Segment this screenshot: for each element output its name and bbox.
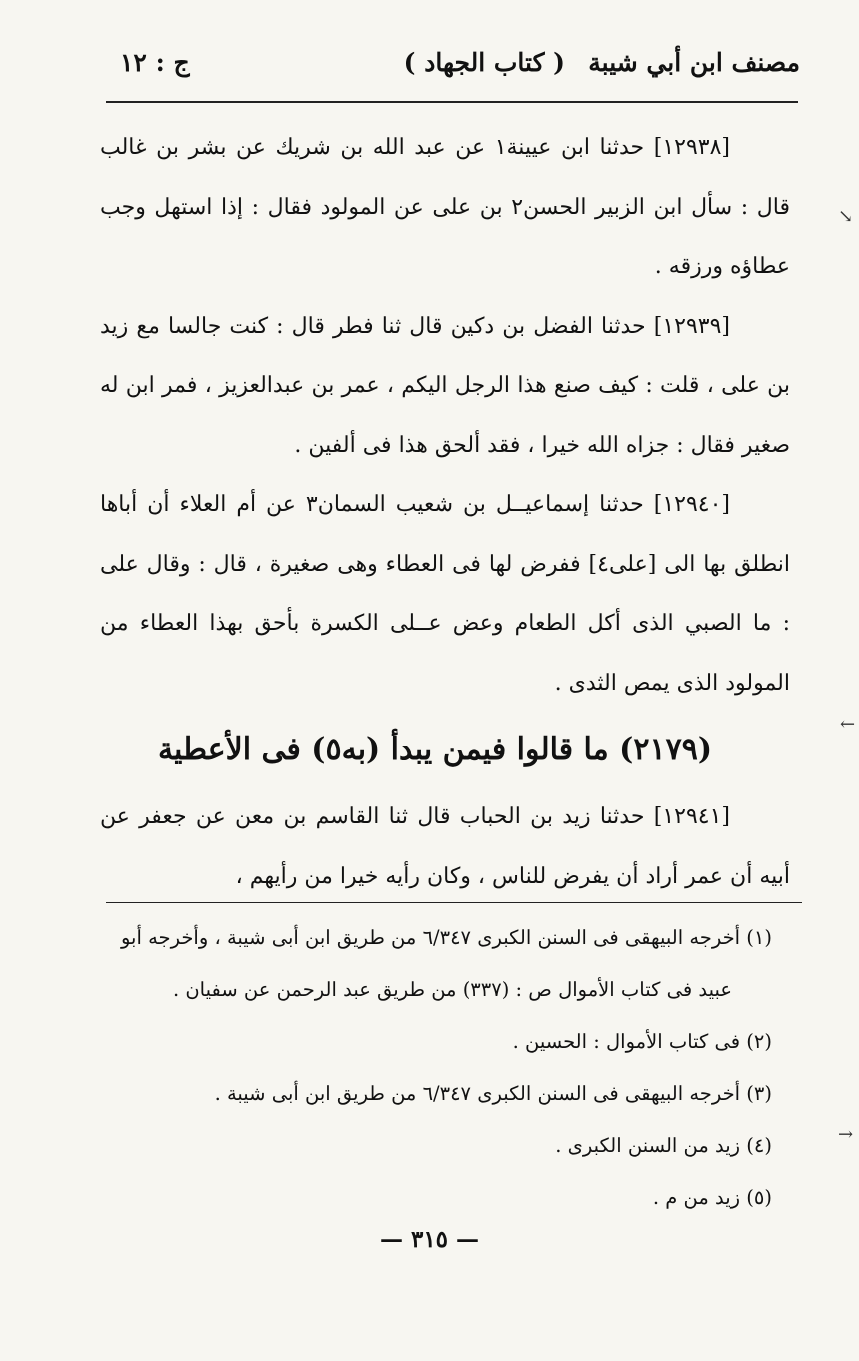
margin-tick-icon: ↘ bbox=[838, 206, 854, 227]
hadith-paragraph: [١٢٩٣٩] حدثنا الفضل بن دكين قال ثنا فطر قال : كنت جالسا مع زيد بن على ، قلت : كيف صنع هذا الرجل اليكم ، عمر بن عبدالعزيز ، فمر ابن له صغير فقال : جزاه الله خيرا ، فقد ألحق هذا فى ألفين . bbox=[100, 313, 790, 458]
footnote: (٣) أخرجه البيهقى فى السنن الكبرى ٦/٣٤٧ من طريق ابن أبى شيبة . bbox=[214, 1082, 772, 1105]
footnote: (١) أخرجه البيهقى فى السنن الكبرى ٦/٣٤٧ من طريق ابن أبى شيبة ، وأخرجه أبو عبيد فى كتاب الأموال ص : (٣٣٧) من طريق عبد الرحمن عن سفيان . bbox=[120, 926, 772, 1001]
footnote-rule bbox=[106, 902, 802, 903]
footnote: (٢) فى كتاب الأموال : الحسين . bbox=[512, 1030, 772, 1053]
footnotes bbox=[100, 912, 772, 1224]
chapter-heading: (٢١٧٩) ما قالوا فيمن يبدأ (به٥) فى الأعطية bbox=[157, 732, 713, 767]
section-title: ( كتاب الجهاد ) bbox=[403, 48, 565, 77]
main-text bbox=[100, 118, 790, 906]
footnote: (٥) زيد من م . bbox=[652, 1186, 772, 1209]
page-number: — ٣١٥ — bbox=[379, 1226, 480, 1253]
header-rule bbox=[106, 101, 798, 103]
footnote: (٤) زيد من السنن الكبرى . bbox=[555, 1134, 772, 1157]
volume-number: ج : ١٢ bbox=[120, 48, 190, 77]
margin-tick-icon: ← bbox=[840, 714, 856, 735]
margin-cross-icon: → bbox=[838, 1124, 854, 1145]
hadith-paragraph: [١٢٩٣٨] حدثنا ابن عيينة١ عن عبد الله بن شريك عن بشر بن غالب قال : سأل ابن الزبير الحسن٢ بن على عن المولود فقال : إذا استهل وجب عطاؤه ورزقه . bbox=[100, 135, 790, 279]
hadith-paragraph: [١٢٩٤٠] حدثنا إسماعيــل بن شعيب السمان٣ عن أم العلاء أن أباها انطلق بها الى [على٤] ففرض لها فى العطاء وهى صغيرة ، قال : وقال على : ما الصبي الذى أكل الطعام وعض عــلى الكسرة بأحق بهذا العطاء من المولود الذى يمص الثدى . bbox=[100, 492, 791, 696]
hadith-paragraph: [١٢٩٤١] حدثنا زيد بن الحباب قال ثنا القاسم بن معن عن جعفر عن أبيه أن عمر أراد أن يفرض للناس ، وكان رأيه خيرا من رأيهم ، bbox=[100, 804, 790, 889]
running-header bbox=[100, 48, 800, 98]
book-title: مصنف ابن أبي شيبة bbox=[588, 48, 800, 77]
